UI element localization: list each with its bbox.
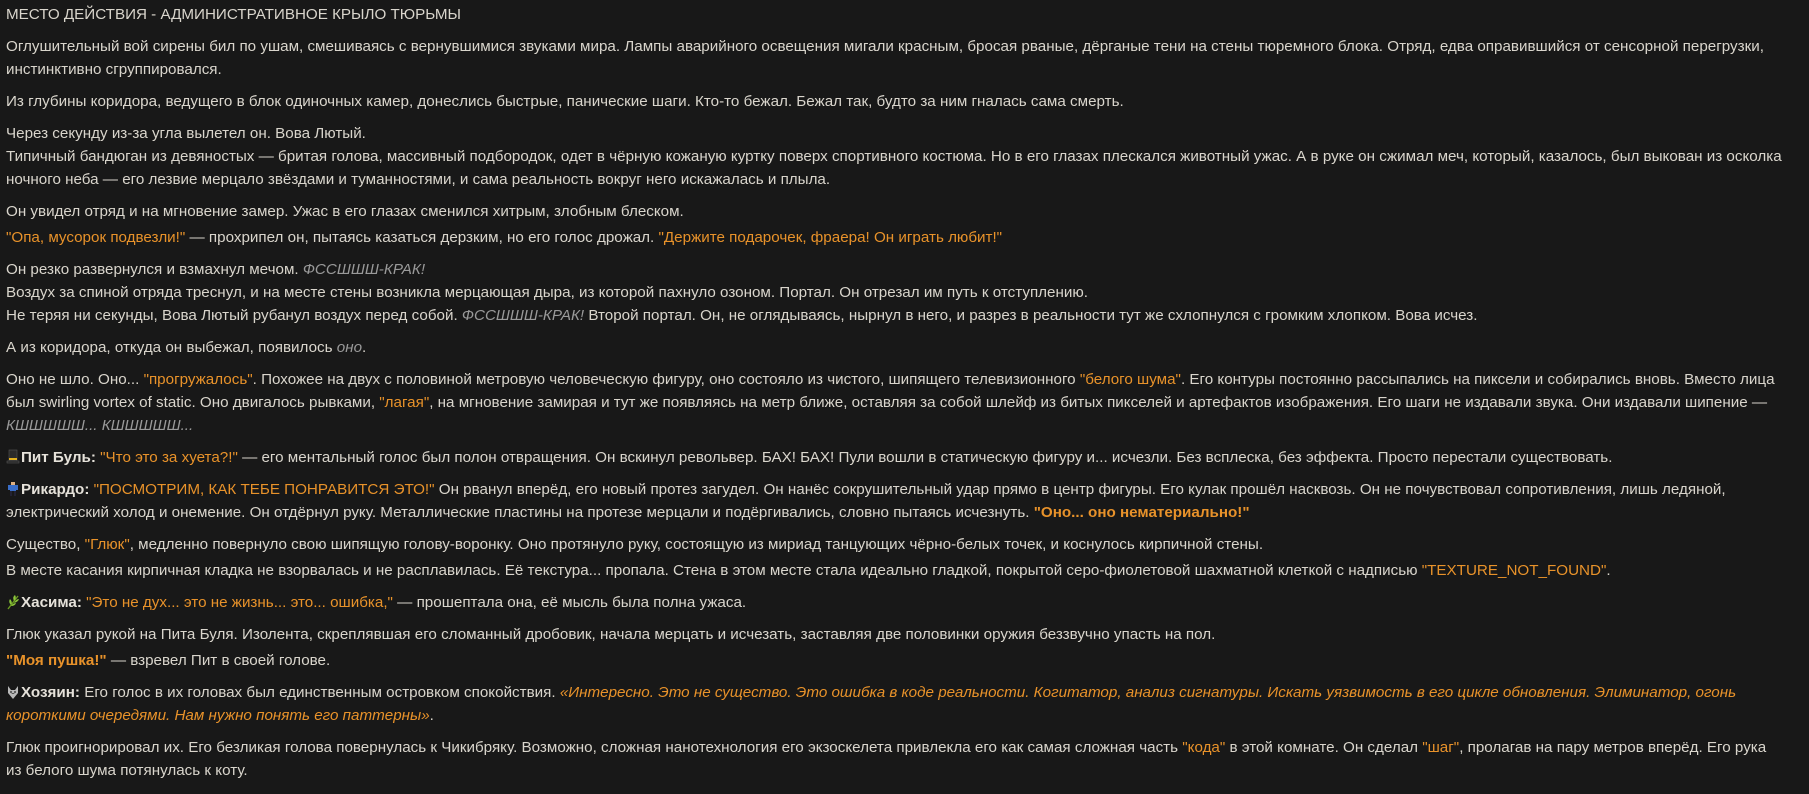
wolf-icon [6,684,20,700]
narration-text: Глюк проигнорировал их. Его безликая голова повернулась к Чикибряку. Возможно, сложная нанотехнология его экзоскелета привлекла его как самая сложная часть [6,739,1183,756]
narration-text: Оглушительный вой сирены бил по ушам, смешиваясь с вернувшимися звуками мира. Лампы аварийного освещения мигали красным, бросая рваные, дёрганые тени на стены тюремного блока. Отряд, едва оправившийся от сенсорной перегрузки, инстинктивно сгруппировался. [6,38,1764,78]
narration-text: Типичный бандюган из девяностых — бритая голова, массивный подбородок, одет в чёрную кожаную куртку поверх спортивного костюма. Но в его глазах плескался животный ужас. А в руке он сжимал меч, который, казалось, был выкован из осколка ночного неба — его лезвие мерцало звёздами и туманностями, и сама реальность вокруг него искажалась и плыла. [6,148,1782,188]
speaker-name: Хасима: [21,594,87,611]
story-paragraph [6,368,1784,437]
dialogue-quote: "прогружалось" [143,371,253,388]
story-paragraph [6,304,1784,327]
narration-text: — взревел Пит в своей голове. [106,652,331,669]
story-paragraph [6,559,1784,582]
dialogue-quote: "кода" [1182,739,1226,756]
narration-text: В месте касания кирпичная кладка не взорвалась и не расплавилась. Её текстура... пропала. Стена в этом месте стала идеально гладкой, покрытой серо-фиолетовой шахматной клеткой с надписью [6,562,1422,579]
narration-text: Он резко развернулся и взмахнул мечом. [6,261,303,278]
narration-text: , пролагав на пару метров вперёд. Его рука из белого шума потянулась к коту. [6,739,1767,779]
narration-text: . Его контуры постоянно рассыпались на пиксели и собирались вновь. Вместо лица был swirling vortex of static. Оно двигалось рывками, [6,371,1775,411]
speaker-name: Рикардо: [21,481,94,498]
dialogue-quote-bold: "Оно... оно нематериально!" [1033,504,1250,521]
narration-text: Его голос в их головах был единственным островком спокойствия. [84,684,560,701]
story-paragraph [6,623,1784,646]
dialogue-quote: "TEXTURE_NOT_FOUND" [1421,562,1607,579]
story-paragraph [6,122,1784,145]
narration-text: , на мгновение замирая и тут же появляясь на метр ближе, оставляя за собой шлейф из битых пикселей и артефактов изображения. Его шаги не издавали звука. Они издавали шипение — [429,394,1768,411]
story-paragraph [6,90,1784,113]
scene-title: МЕСТО ДЕЙСТВИЯ - АДМИНИСТРАТИВНОЕ КРЫЛО ТЮРЬМЫ [6,6,461,23]
story-paragraph [6,336,1784,359]
speaker-name: Пит Буль: [21,449,101,466]
narration-text: — прошептала она, её мысль была полна ужаса. [392,594,747,611]
story-paragraph [6,226,1784,249]
top-hat-icon [6,449,20,465]
dialogue-quote: "Держите подарочек, фраера! Он играть любит!" [658,229,1003,246]
sound-effect: КШШШШШ... КШШШШШ... [6,417,194,434]
dialogue-quote: "ПОСМОТРИМ, КАК ТЕБЕ ПОНРАВИТСЯ ЭТО!" [93,481,435,498]
story-paragraph [6,681,1784,727]
narration-text: Воздух за спиной отряда треснул, и на месте стены возникла мерцающая дыра, из которой пахнуло озоном. Портал. Он отрезал им путь к отступлению. [6,284,1088,301]
narration-text: — прохрипел он, пытаясь казаться дерзким, но его голос дрожал. [185,229,659,246]
leaf-icon [6,594,20,610]
narration-text: — его ментальный голос был полон отвращения. Он вскинул револьвер. БАХ! БАХ! Пули вошли в статическую фигуру и... исчезли. Без всплеска, без эффекта. Просто перестали существовать. [237,449,1613,466]
sound-effect: ФССШШШ-КРАК! [302,261,426,278]
narration-text: Глюк указал рукой на Пита Буля. Изолента, скреплявшая его сломанный дробовик, начала мерцать и исчезать, заставляя две половинки оружия беззвучно упасть на пол. [6,626,1216,643]
telepathic-speech: «Интересно. Это не существо. Это ошибка в коде реальности. Когитатор, анализ сигнатуры. Искать уязвимость в его цикле обновления. Элиминатор, огонь короткими очередями. Нам нужно понять его паттерны» [6,684,1737,724]
dialogue-quote: "Это не дух... это не жизнь... это... ошибка," [86,594,393,611]
story-paragraph [6,281,1784,304]
narration-text: . [429,707,434,724]
narration-text: . Похожее на двух с половиной метровую человеческую фигуру, оно состояло из чистого, шипящего телевизионного [252,371,1080,388]
narration-text: Из глубины коридора, ведущего в блок одиночных камер, донеслись быстрые, панические шаги. Кто-то бежал. Бежал так, будто за ним гналась сама смерть. [6,93,1124,110]
narration-text: Оно не шло. Оно... [6,371,144,388]
dialogue-quote: "Глюк" [84,536,130,553]
narration-text: Второй портал. Он, не оглядываясь, нырнул в него, и разрез в реальности тут же схлопнулся с громким хлопком. Вова исчез. [584,307,1478,324]
story-paragraph [6,145,1784,191]
story-paragraph [6,591,1784,614]
dialogue-quote-bold: "Моя пушка!" [6,652,107,669]
story-paragraph [6,478,1784,524]
dialogue-quote: "лагая" [379,394,430,411]
pixel-man-icon [6,481,20,497]
narration-text: , медленно повернуло свою шипящую голову-воронку. Оно протянуло руку, состоящую из мириад танцующих чёрно-белых точек, и коснулось кирпичной стены. [129,536,1264,553]
story-paragraph [6,200,1784,223]
sound-effect: оно [336,339,363,356]
narration-text: Существо, [6,536,85,553]
sound-effect: ФССШШШ-КРАК! [461,307,585,324]
dialogue-quote: "шаг" [1422,739,1460,756]
story-paragraph [6,258,1784,281]
story-paragraph [6,533,1784,556]
story-paragraph [6,35,1784,81]
story-paragraph [6,446,1784,469]
dialogue-quote: "белого шума" [1079,371,1181,388]
speaker-name: Хозяин: [21,684,85,701]
narration-text: Он увидел отряд и на мгновение замер. Ужас в его глазах сменился хитрым, злобным блеском. [6,203,684,220]
narration-text: Не теряя ни секунды, Вова Лютый рубанул воздух перед собой. [6,307,462,324]
narration-text: . [362,339,367,356]
narration-text: . [1606,562,1611,579]
narration-text: Он рванул вперёд, его новый протез загудел. Он нанёс сокрушительный удар прямо в центр фигуры. Его кулак прошёл насквозь. Он не почувствовал сопротивления, лишь ледяной, электрический холод и онемение. Он отдёрнул руку. Металлические пластины на протезе мерцали и подёргивались, словно пытаясь исчезнуть. [6,481,1726,521]
dialogue-quote: "Что это за хуета?!" [100,449,238,466]
narration-text: Через секунду из-за угла вылетел он. Вова Лютый. [6,125,366,142]
story-paragraph [6,736,1784,782]
narration-text: А из коридора, откуда он выбежал, появилось [6,339,337,356]
dialogue-quote: "Опа, мусорок подвезли!" [6,229,186,246]
narration-text: в этой комнате. Он сделал [1225,739,1423,756]
story-paragraph [6,649,1784,672]
